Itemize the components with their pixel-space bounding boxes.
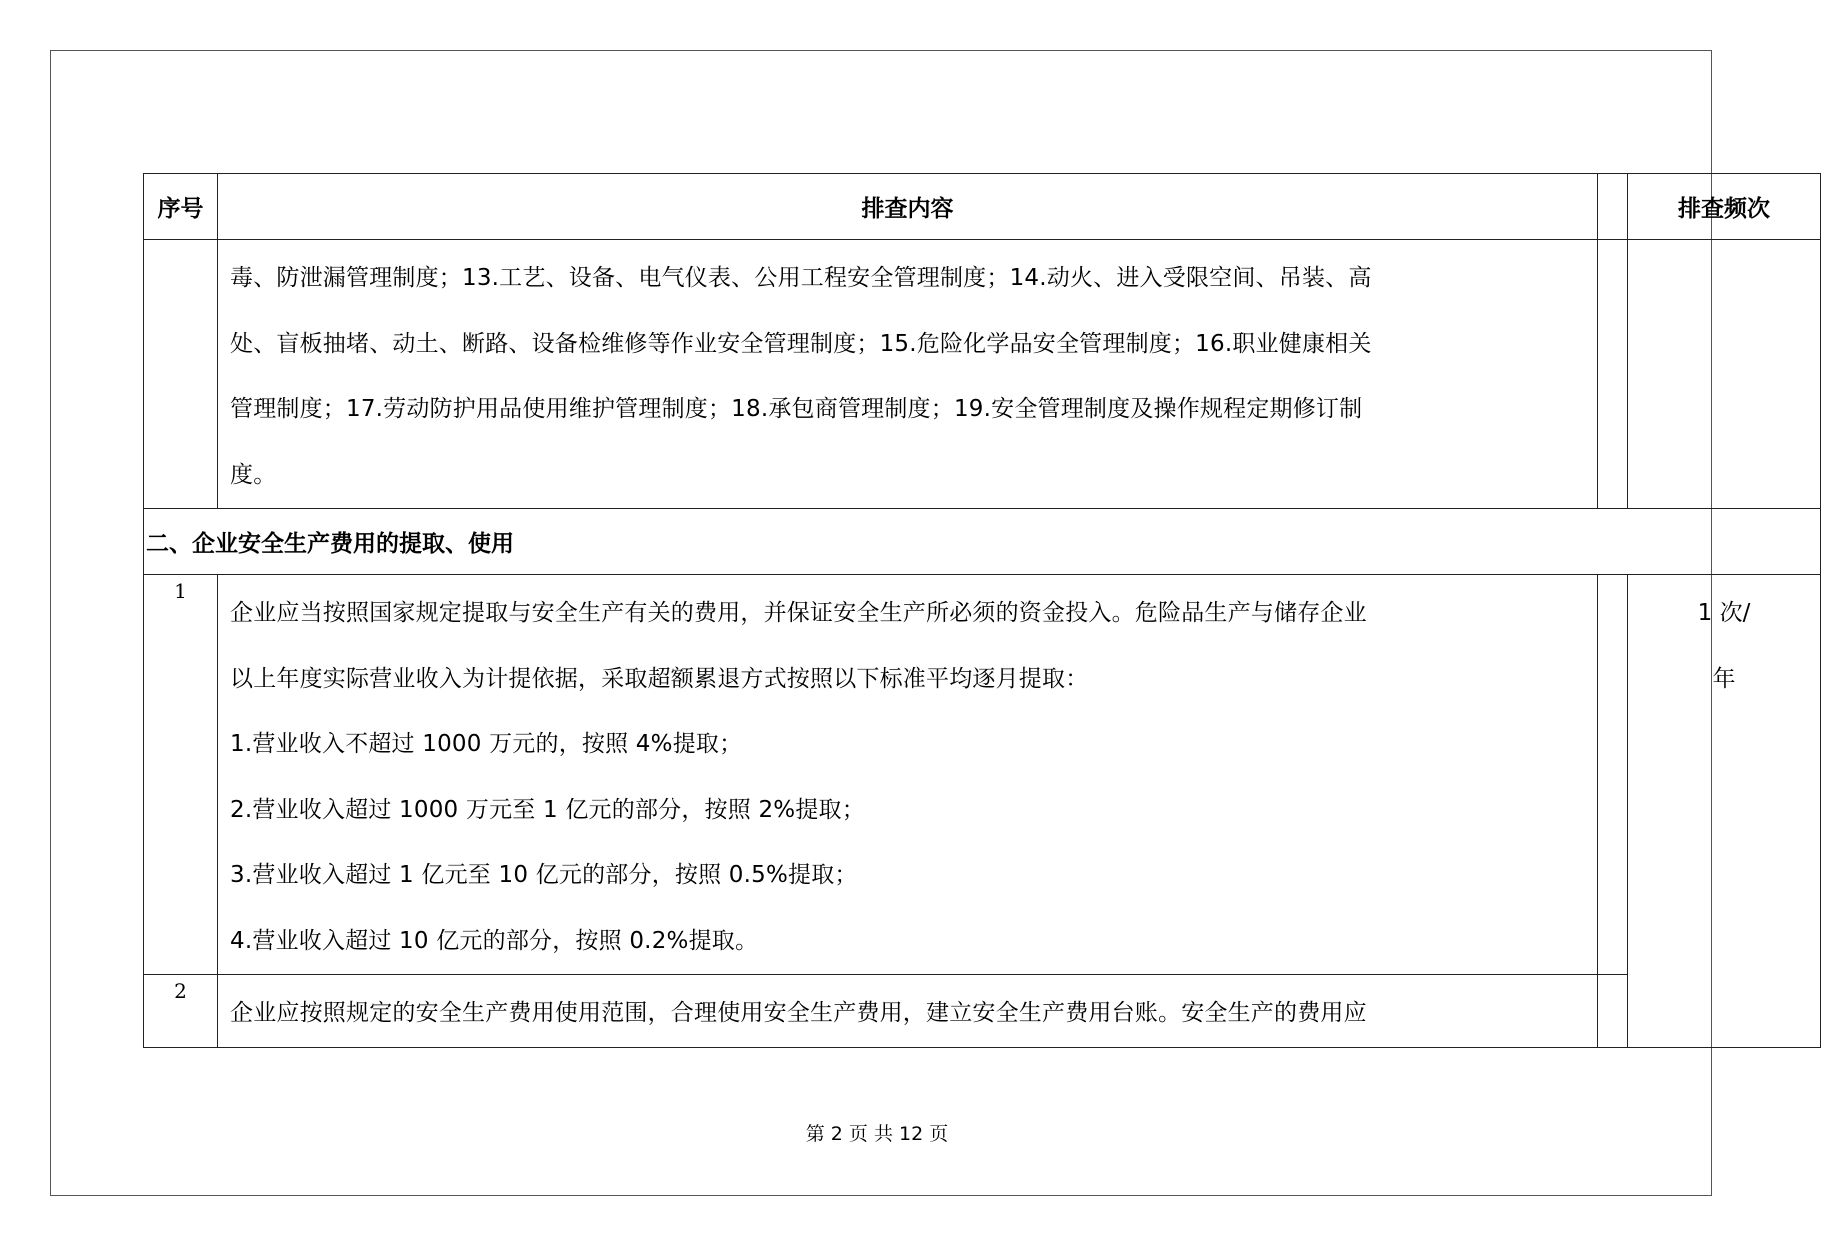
table-row <box>144 575 1821 975</box>
text-line: 管理制度；17.劳动防护用品使用维护管理制度；18.承包商管理制度；19.安全管理制度及操作规程定期修订制 <box>230 396 1363 422</box>
continued-row-frequency <box>1628 240 1821 509</box>
header-blank <box>1598 174 1628 240</box>
inspection-table <box>143 173 1821 1048</box>
text-line: 毒、防泄漏管理制度；13.工艺、设备、电气仪表、公用工程安全管理制度；14.动火、进入受限空间、吊装、高 <box>230 265 1372 291</box>
page-number-footer: 第 2 页 共 12 页 <box>805 1123 949 1145</box>
text-line: 4.营业收入超过 10 亿元的部分，按照 0.2%提取。 <box>230 927 759 954</box>
table-header-row <box>144 174 1821 240</box>
row-no: 2 <box>144 975 218 1048</box>
section-row <box>144 509 1821 575</box>
row-blank <box>1598 575 1628 975</box>
header-content: 排查内容 <box>218 174 1598 240</box>
frequency-line: 年 <box>1712 665 1736 692</box>
continued-row <box>144 240 1821 509</box>
text-line: 企业应按照规定的安全生产费用使用范围，合理使用安全生产费用，建立安全生产费用台账。安全生产的费用应 <box>230 1000 1367 1026</box>
text-line: 1.营业收入不超过 1000 万元的，按照 4%提取； <box>230 731 743 757</box>
section-title: 二、企业安全生产费用的提取、使用 <box>144 509 1821 575</box>
frequency-line: 1 次/ <box>1697 600 1751 626</box>
text-line: 3.营业收入超过 1 亿元至 10 亿元的部分，按照 0.5%提取； <box>230 862 858 888</box>
table-row <box>144 975 1821 1048</box>
text-line: 度。 <box>230 461 277 488</box>
row-frequency <box>1628 575 1821 1048</box>
text-line: 2.营业收入超过 1000 万元至 1 亿元的部分，按照 2%提取； <box>230 796 865 823</box>
header-frequency: 排查频次 <box>1628 174 1821 240</box>
header-no: 序号 <box>144 174 218 240</box>
row-blank <box>1598 975 1628 1048</box>
continued-row-blank <box>1598 240 1628 509</box>
continued-row-content <box>218 240 1598 509</box>
continued-row-no <box>144 240 218 509</box>
row-content <box>218 575 1598 975</box>
text-line: 处、盲板抽堵、动土、断路、设备检维修等作业安全管理制度；15.危险化学品安全管理制度；16.职业健康相关 <box>230 330 1372 357</box>
row-no: 1 <box>144 575 218 975</box>
row-content <box>218 975 1598 1048</box>
text-line: 企业应当按照国家规定提取与安全生产有关的费用，并保证安全生产所必须的资金投入。危险品生产与储存企业 <box>230 600 1367 626</box>
text-line: 以上年度实际营业收入为计提依据，采取超额累退方式按照以下标准平均逐月提取： <box>230 665 1089 692</box>
